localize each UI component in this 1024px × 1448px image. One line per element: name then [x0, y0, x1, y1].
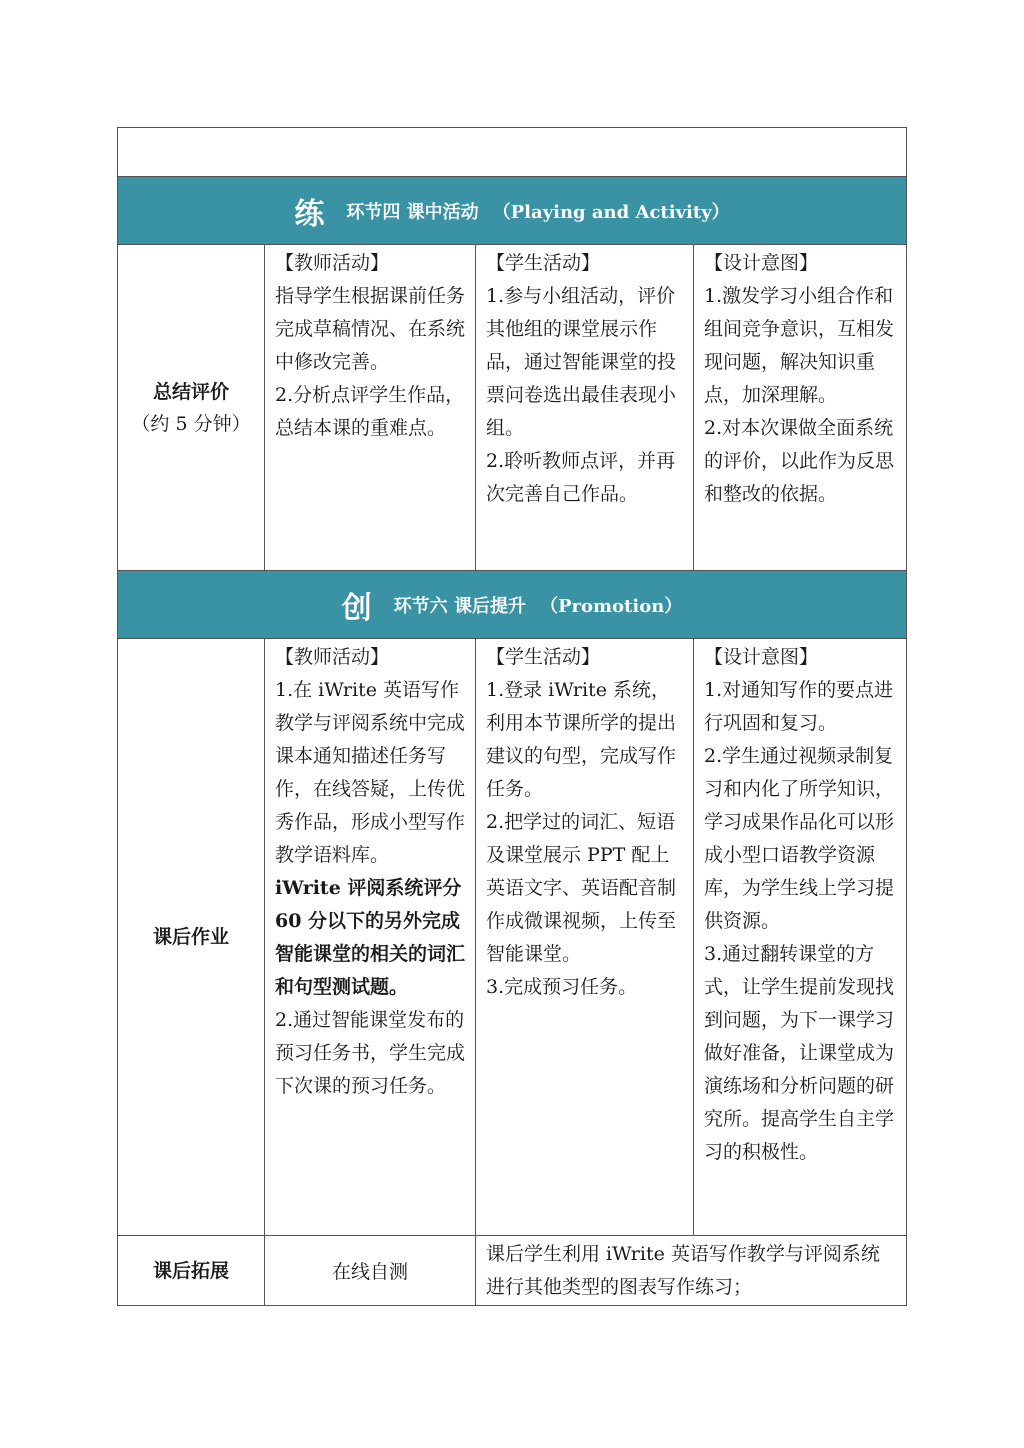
row-label: 课后作业: [152, 926, 229, 948]
design-intent-text: 2.对本次课做全面系统的评价，以此作为反思和整改的依据。: [704, 417, 895, 505]
row-label: 课后拓展: [152, 1259, 229, 1282]
banner-english: （Promotion）: [539, 595, 683, 617]
teacher-activity-cell: [265, 245, 476, 571]
teacher-activity-bold-text: iWrite 评阅系统评分 60 分以下的另外完成智能课堂的相关的词汇和句型测试题。: [275, 877, 466, 998]
row-label-cell: [118, 1236, 265, 1306]
banner-title: 环节四 课中活动: [346, 201, 479, 223]
extension-description: 课后学生利用 iWrite 英语写作教学与评阅系统进行其他类型的图表写作练习；: [476, 1236, 907, 1306]
student-activity-cell: [476, 639, 694, 1236]
extension-activity: 在线自测: [265, 1236, 476, 1306]
banner-cell: [118, 177, 907, 245]
lesson-plan-table: [117, 127, 907, 1306]
teacher-activity-text: 指导学生根据课前任务完成草稿情况、在系统中修改完善。: [275, 285, 466, 373]
student-activity-text: 2.聆听教师点评，并再次完善自己作品。: [486, 450, 676, 505]
teacher-activity-text: 1.在 iWrite 英语写作教学与评阅系统中完成课本通知描述任务写作，在线答疑，上传优秀作品，形成小型写作教学语料库。: [275, 679, 466, 866]
section-banner-practice: [118, 177, 907, 245]
row-label-cell: [118, 245, 265, 571]
row-sublabel: （约 5 分钟）: [131, 412, 251, 435]
design-intent-cell: [694, 639, 907, 1236]
banner-char: 创: [341, 590, 372, 626]
design-intent-text: 3.通过翻转课堂的方式，让学生提前发现找到问题，为下一课学习做好准备，让课堂成为演练场和分析问题的研究所。提高学生自主学习的积极性。: [704, 943, 895, 1163]
top-empty-row: [118, 128, 907, 177]
banner-english: （Playing and Activity）: [492, 201, 730, 223]
student-activity-heading: 【学生活动】: [486, 646, 601, 668]
teacher-activity-cell: [265, 639, 476, 1236]
student-activity-text: 1.参与小组活动，评价其他组的课堂展示作品，通过智能课堂的投票问卷选出最佳表现小组。: [486, 285, 677, 439]
teacher-activity-heading: 【教师活动】: [275, 646, 390, 668]
student-activity-heading: 【学生活动】: [486, 252, 601, 274]
banner-char: 练: [294, 196, 325, 232]
design-intent-text: 1.对通知写作的要点进行巩固和复习。: [704, 679, 894, 734]
homework-row: [118, 639, 907, 1236]
design-intent-heading: 【设计意图】: [704, 252, 819, 274]
row-label: 总结评价: [152, 380, 229, 403]
teacher-activity-heading: 【教师活动】: [275, 252, 390, 274]
student-activity-cell: [476, 245, 694, 571]
teacher-activity-text: 2.分析点评学生作品，总结本课的重难点。: [275, 384, 465, 439]
summary-evaluation-row: [118, 245, 907, 571]
design-intent-heading: 【设计意图】: [704, 646, 819, 668]
design-intent-text: 1.激发学习小组合作和组间竞争意识，互相发现问题，解决知识重点，加深理解。: [704, 285, 895, 406]
design-intent-text: 2.学生通过视频录制复习和内化了所学知识，学习成果作品化可以形成小型口语教学资源库，为学生线上学习提供资源。: [704, 745, 895, 932]
student-activity-text: 3.完成预习任务。: [486, 976, 638, 998]
section-banner-create: [118, 571, 907, 639]
design-intent-cell: [694, 245, 907, 571]
teacher-activity-text: 2.通过智能课堂发布的预习任务书，学生完成下次课的预习任务。: [275, 1009, 466, 1097]
student-activity-text: 2.把学过的词汇、短语及课堂展示 PPT 配上英语文字、英语配音制作成微课视频，上传至智能课堂。: [486, 811, 677, 965]
row-label-cell: [118, 639, 265, 1236]
extension-row: [118, 1236, 907, 1306]
lesson-plan-sheet: [117, 127, 906, 1306]
banner-cell: [118, 571, 907, 639]
banner-title: 环节六 课后提升: [393, 595, 526, 617]
student-activity-text: 1.登录 iWrite 系统，利用本节课所学的提出建议的句型，完成写作任务。: [486, 679, 677, 800]
empty-cell: [118, 128, 907, 177]
